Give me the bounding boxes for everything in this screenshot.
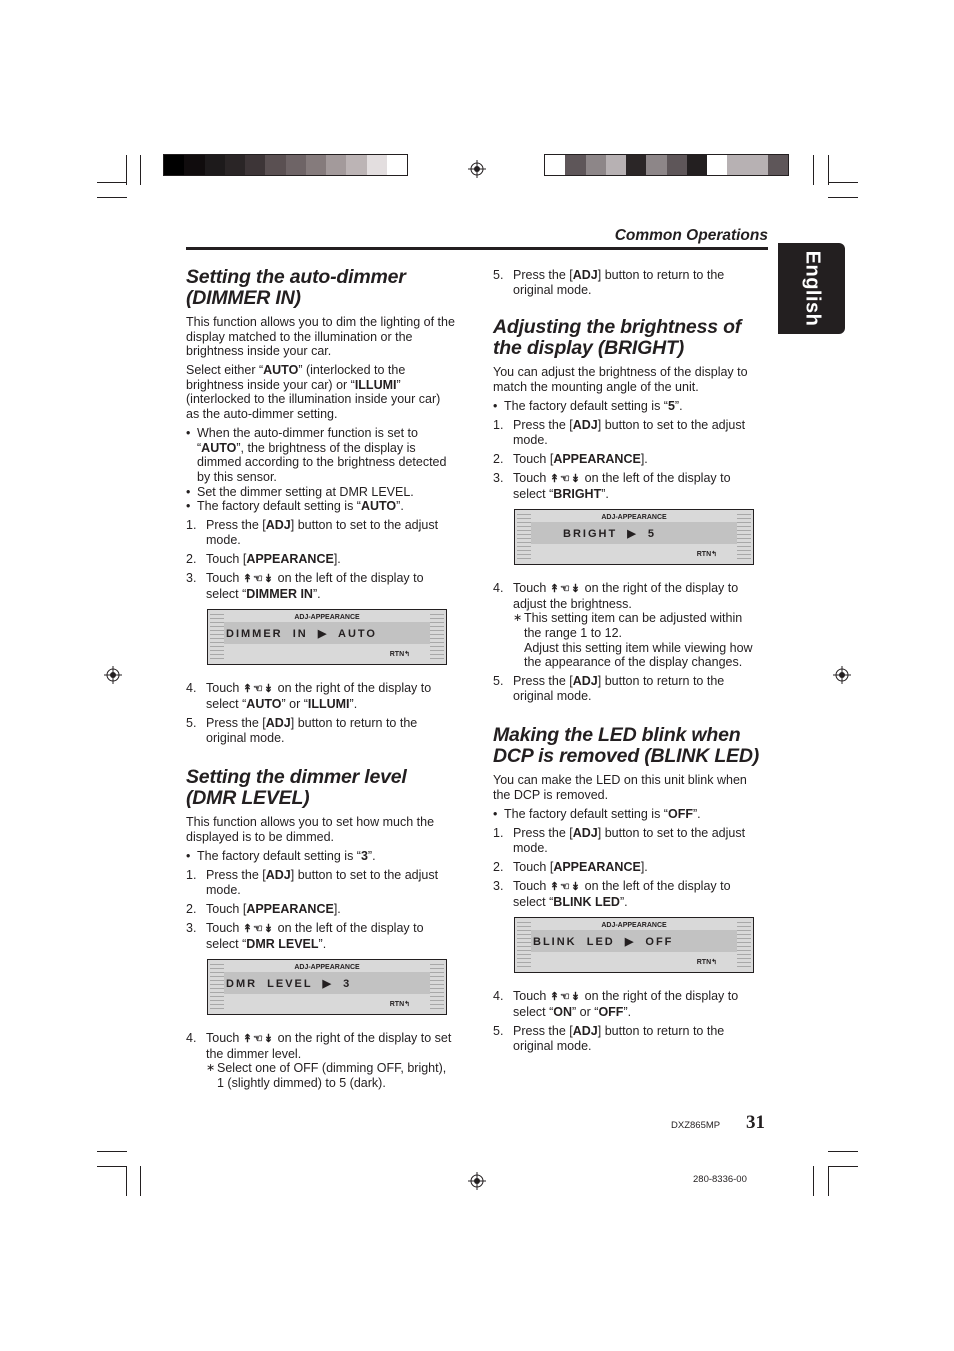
step-item: 1. Press the [ADJ] button to set to the adjust mode. xyxy=(186,518,439,547)
page-number: 31 xyxy=(746,1112,765,1133)
crop-mark xyxy=(828,1166,858,1167)
step-item: 5. Press the [ADJ] button to return to the original mode. xyxy=(493,674,725,703)
touch-keys-icon: ↟☜↡ xyxy=(549,881,582,894)
registration-mark-icon xyxy=(468,160,486,178)
display-illustration: ADJ-APPEARANCE BLINK LED ▶ OFF RTN↰ xyxy=(514,917,754,973)
registration-mark-icon xyxy=(468,1172,486,1190)
color-swatch xyxy=(265,155,285,175)
section-title-dmr-level: Setting the dimmer level (DMR LEVEL) xyxy=(186,766,407,810)
color-swatch xyxy=(667,155,687,175)
color-swatch xyxy=(748,155,768,175)
paragraph: This function allows you to set how much the displayed is to be dimmed. xyxy=(186,815,435,844)
right-column xyxy=(493,268,763,1058)
crop-mark xyxy=(140,1166,141,1196)
bullet-item: • Set the dimmer setting at DMR LEVEL. xyxy=(186,484,414,499)
color-swatch xyxy=(346,155,366,175)
crop-mark xyxy=(813,155,814,185)
crop-mark xyxy=(828,1151,858,1152)
registration-mark-icon xyxy=(104,666,122,684)
color-calibration-bar xyxy=(544,154,789,176)
crop-mark xyxy=(828,155,829,185)
crop-mark xyxy=(828,182,858,183)
step-item: 2. Touch [APPEARANCE]. xyxy=(493,860,648,875)
step-item: 4. Touch ↟☜↡ on the right of the display to select “ON” or “OFF”. xyxy=(493,989,739,1019)
color-swatch xyxy=(286,155,306,175)
crop-mark xyxy=(97,1151,127,1152)
paragraph: This function allows you to dim the lighting of the display matched to the illumination or the brightness inside your car. xyxy=(186,315,455,359)
bullet-item: • The factory default setting is “5”. xyxy=(493,398,683,413)
bullet-item: • The factory default setting is “AUTO”. xyxy=(186,499,404,514)
section-title-dimmer-in: Setting the auto-dimmer (DIMMER IN) xyxy=(186,266,406,309)
color-swatch xyxy=(727,155,747,175)
color-swatch xyxy=(205,155,225,175)
section-title-bright: Adjusting the brightness of the display (BRIGHT) xyxy=(493,316,742,360)
paragraph: You can make the LED on this unit blink when the DCP is removed. xyxy=(493,773,747,803)
step-item: 2. Touch [APPEARANCE]. xyxy=(186,552,341,566)
section-title-blink-led: Making the LED blink when DCP is removed (BLINK LED) xyxy=(493,724,760,768)
step-item: 3. Touch ↟☜↡ on the left of the display to select “BLINK LED”. xyxy=(493,879,731,909)
touch-keys-icon: ↟☜↡ xyxy=(242,683,275,696)
bullet-item: • The factory default setting is “OFF”. xyxy=(493,807,701,822)
color-swatch xyxy=(225,155,245,175)
color-swatch xyxy=(768,155,788,175)
touch-keys-icon: ↟☜↡ xyxy=(549,472,582,485)
crop-mark xyxy=(97,182,127,183)
crop-mark xyxy=(828,1166,829,1196)
note: ∗ Select one of OFF (dimming OFF, bright), 1 (slightly dimmed) to 5 (dark). xyxy=(206,1061,447,1091)
color-swatch xyxy=(545,155,565,175)
step-item: 2. Touch [APPEARANCE]. xyxy=(186,901,341,916)
color-swatch xyxy=(707,155,727,175)
step-item: 4. Touch ↟☜↡ on the right of the display to adjust the brightness. ∗ This setting item can be adjusted within the range 1 to 12. Adjust this setting item while viewing how the appearance of the display changes. xyxy=(493,581,763,670)
display-illustration: ADJ-APPEARANCE DIMMER IN ▶ AUTO RTN↰ xyxy=(207,609,447,665)
color-swatch xyxy=(306,155,326,175)
color-swatch xyxy=(184,155,204,175)
header-rule xyxy=(186,247,768,250)
crop-mark xyxy=(126,155,127,185)
color-swatch xyxy=(646,155,666,175)
paragraph: You can adjust the brightness of the display to match the mounting angle of the unit. xyxy=(493,365,748,394)
step-item: 4. Touch ↟☜↡ on the right of the display to set the dimmer level. ∗ Select one of OFF (dimming OFF, bright), 1 (slightly dimmed) to 5 (dark). xyxy=(186,1031,456,1090)
language-tab-label: English xyxy=(801,250,824,327)
step-item: 1. Press the [ADJ] button to set to the adjust mode. xyxy=(186,868,439,897)
bullet-item: • When the auto-dimmer function is set to “AUTO”, the brightness of the display is dimmed according to the brightness detected by this sensor. xyxy=(186,426,447,484)
step-item: 3. Touch ↟☜↡ on the left of the display to select “BRIGHT”. xyxy=(493,470,731,501)
bullet-item: • The factory default setting is “3”. xyxy=(186,849,376,864)
color-swatch xyxy=(245,155,265,175)
color-calibration-bar xyxy=(163,154,408,176)
crop-mark xyxy=(97,1166,127,1167)
step-item: 5. Press the [ADJ] button to return to the original mode. xyxy=(493,268,725,297)
display-illustration: ADJ-APPEARANCE DMR LEVEL ▶ 3 RTN↰ xyxy=(207,959,447,1015)
color-swatch xyxy=(387,155,407,175)
color-swatch xyxy=(687,155,707,175)
step-item: 3. Touch ↟☜↡ on the left of the display to select “DIMMER IN”. xyxy=(186,571,424,601)
step-item: 1. Press the [ADJ] button to set to the adjust mode. xyxy=(493,417,746,447)
step-item: 4. Touch ↟☜↡ on the right of the display to select “AUTO” or “ILLUMI”. xyxy=(186,681,432,711)
touch-keys-icon: ↟☜↡ xyxy=(549,583,582,596)
crop-mark xyxy=(140,155,141,185)
display-illustration: ADJ-APPEARANCE BRIGHT ▶ 5 RTN↰ xyxy=(514,509,754,565)
step-item: 3. Touch ↟☜↡ on the left of the display to select “DMR LEVEL”. xyxy=(186,921,424,951)
crop-mark xyxy=(813,1166,814,1196)
crop-mark xyxy=(97,197,127,198)
color-swatch xyxy=(565,155,585,175)
step-item: 5. Press the [ADJ] button to return to the original mode. xyxy=(493,1024,725,1053)
section-header: Common Operations xyxy=(614,227,768,244)
step-item: 5. Press the [ADJ] button to return to the original mode. xyxy=(186,716,418,745)
step-item: 2. Touch [APPEARANCE]. xyxy=(493,451,648,466)
color-swatch xyxy=(367,155,387,175)
touch-keys-icon: ↟☜↡ xyxy=(242,923,275,936)
color-swatch xyxy=(164,155,184,175)
crop-mark xyxy=(828,197,858,198)
model-number: DXZ865MP xyxy=(671,1120,721,1131)
touch-keys-icon: ↟☜↡ xyxy=(549,991,582,1004)
step-item: 1. Press the [ADJ] button to set to the adjust mode. xyxy=(493,826,746,855)
touch-keys-icon: ↟☜↡ xyxy=(242,573,275,586)
touch-keys-icon: ↟☜↡ xyxy=(242,1033,275,1046)
color-swatch xyxy=(586,155,606,175)
registration-mark-icon xyxy=(833,666,851,684)
left-column xyxy=(186,267,456,1095)
document-code: 280-8336-00 xyxy=(693,1174,747,1185)
color-swatch xyxy=(326,155,346,175)
paragraph: Select either “AUTO” (interlocked to the brightness inside your car) or “ILLUMI” (interlocked to the illumination inside your car) as the auto-dimmer setting. xyxy=(186,363,441,422)
note: ∗ This setting item can be adjusted within the range 1 to 12. Adjust this setting item while viewing how the appearance of the display changes. xyxy=(513,611,753,670)
color-swatch xyxy=(606,155,626,175)
color-swatch xyxy=(626,155,646,175)
crop-mark xyxy=(126,1166,127,1196)
